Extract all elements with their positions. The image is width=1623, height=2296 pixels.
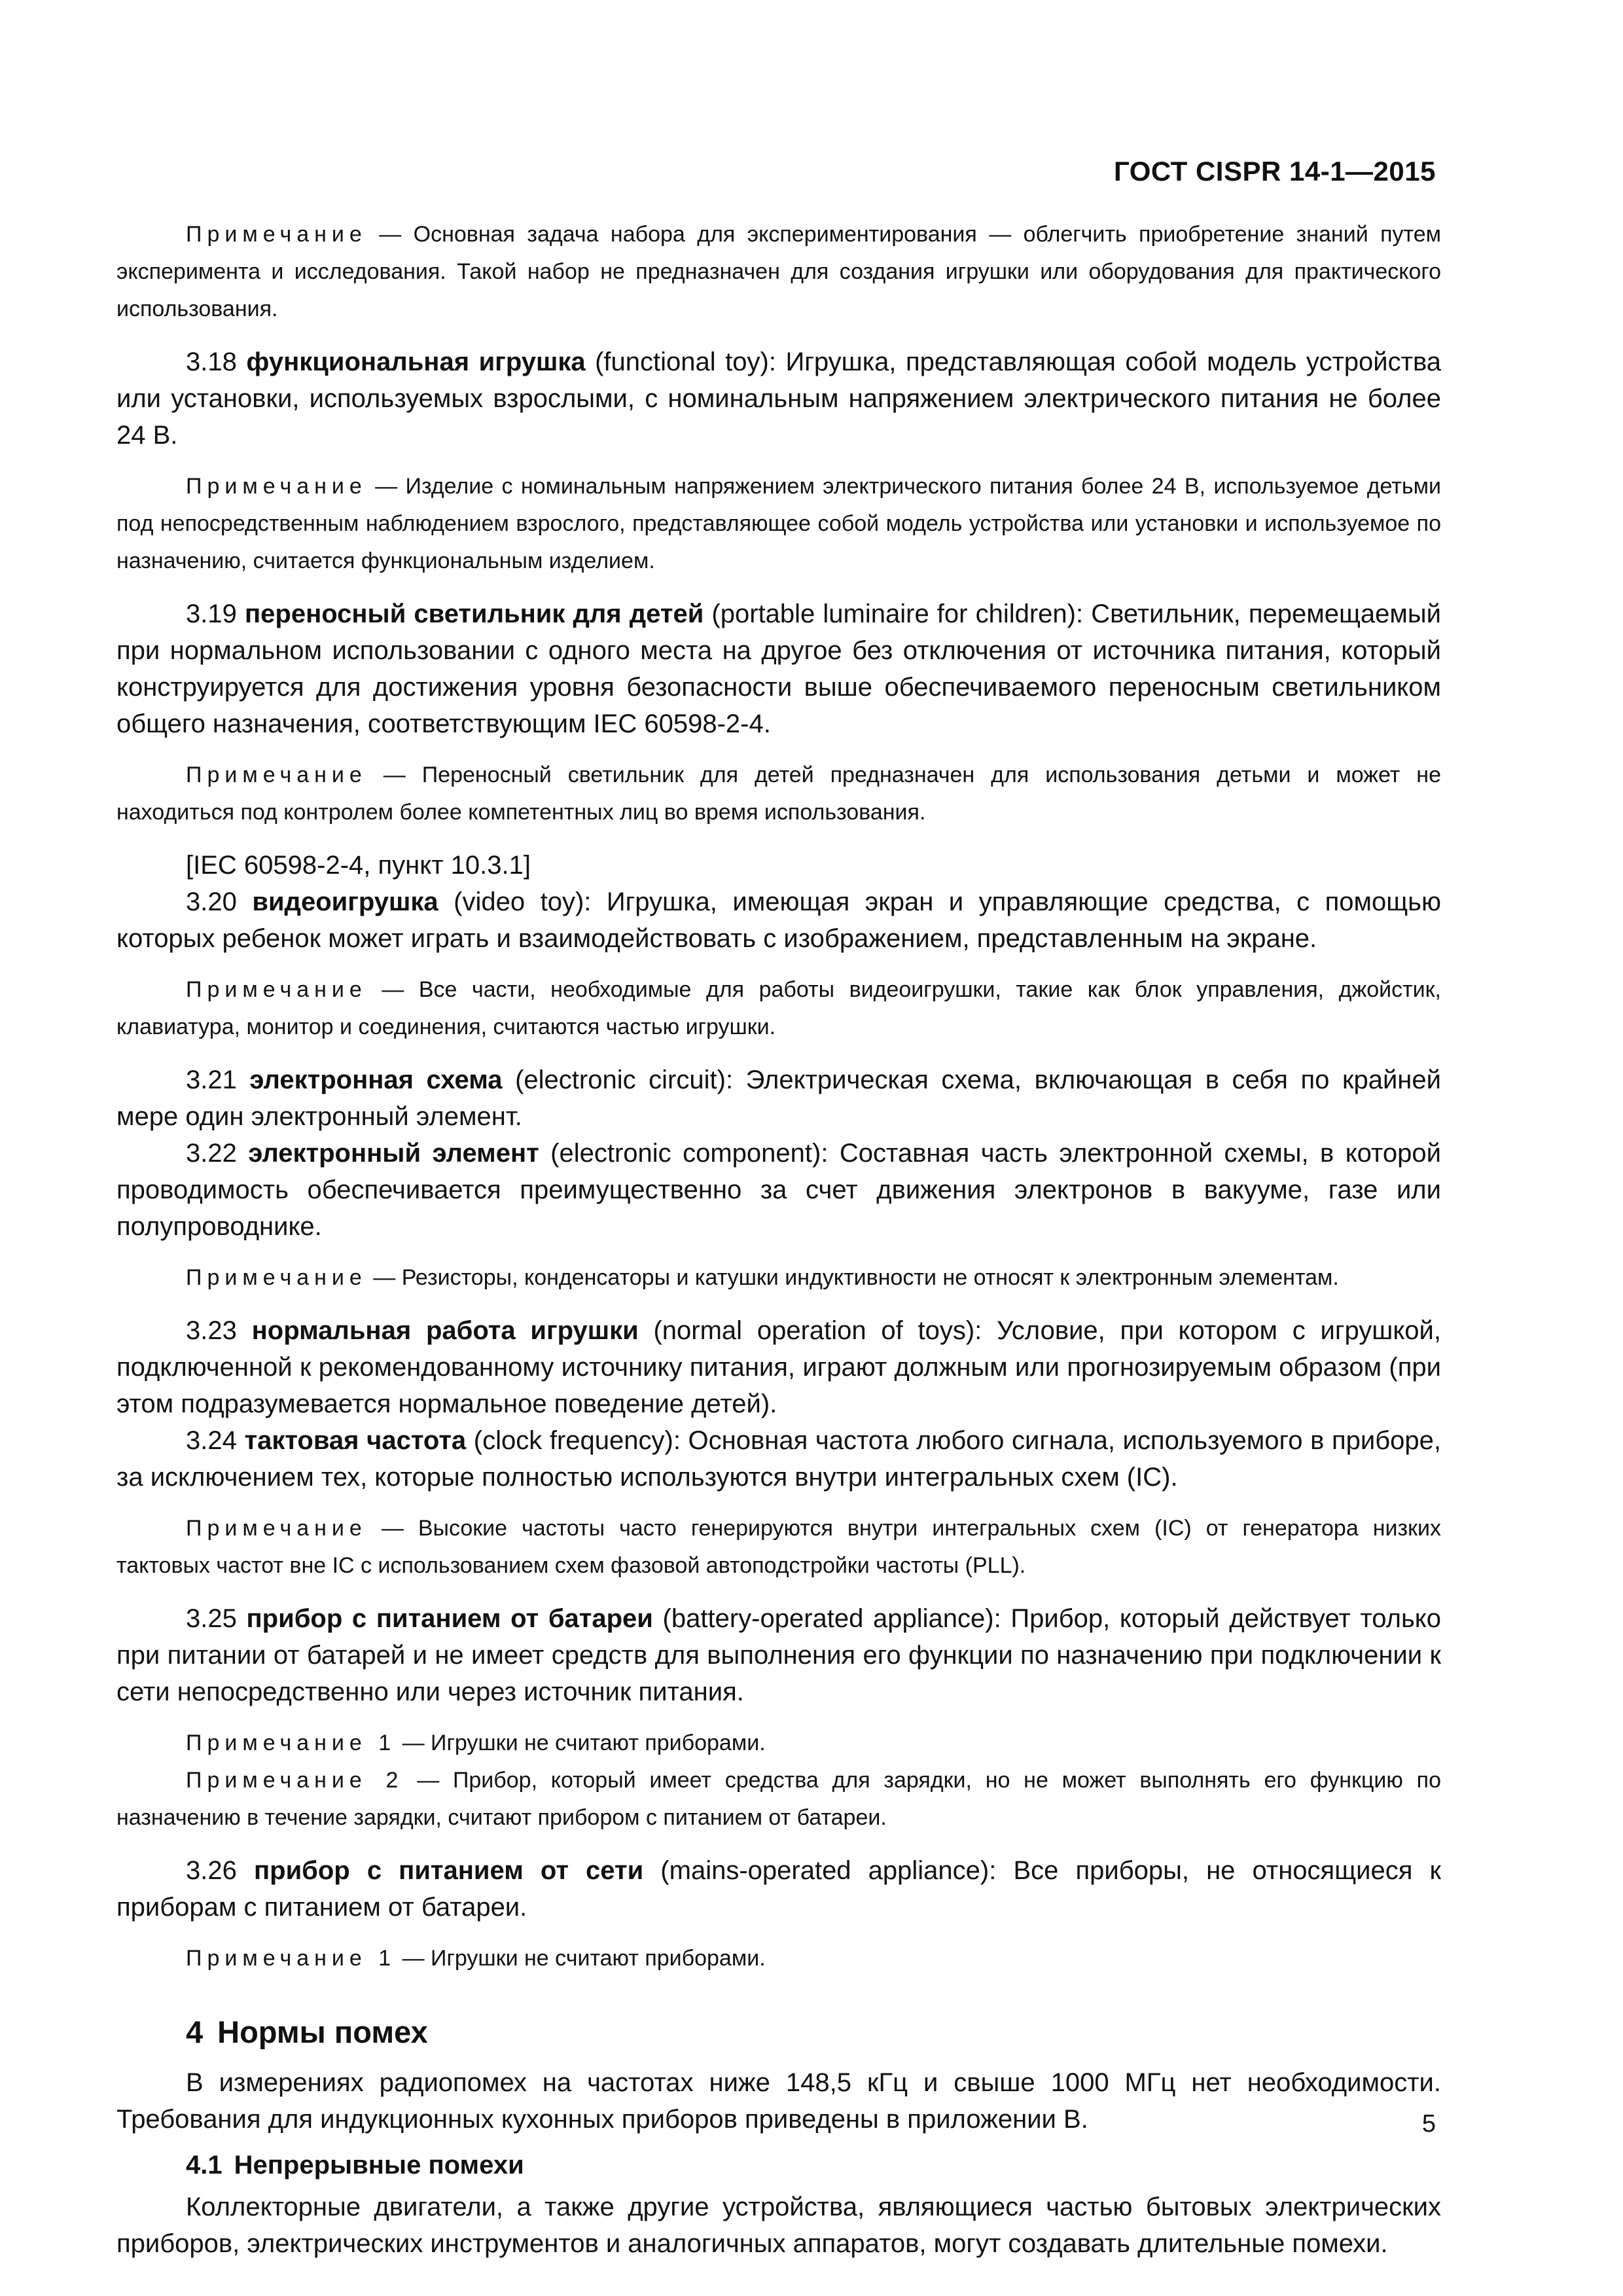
note-label: Примечание 1 — [186, 1946, 397, 1971]
definition-text: (battery-operated appliance): Прибор, который действует только при питании от батарей и не имеет средств для выполнения его функции по назначению при подключении к сети непосредственно или через источник питания. — [116, 1604, 1441, 1706]
clause-number: 3.22 — [186, 1139, 237, 1168]
paragraph-text: В измерениях радиопомех на частотах ниже 148,5 кГц и свыше 1000 МГц нет необходимости. Требования для индукционных кухонных приборов приведены в приложении В. — [116, 2068, 1441, 2134]
note-text: — Прибор, который имеет средства для зарядки, но не может выполнять его функцию по назначению в течение зарядки, считают прибором с питанием от батареи. — [116, 1768, 1441, 1830]
term: видеоигрушка — [252, 888, 438, 916]
clause-number: 3.20 — [186, 888, 237, 916]
note-label: Примечание — [186, 222, 367, 247]
definition-3-21 — [116, 1062, 1441, 1135]
definition-3-26 — [116, 1852, 1441, 1926]
section-title: Нормы помех — [217, 2015, 428, 2049]
definition-text: (mains-operated appliance): Все приборы, не относящиеся к приборам с питанием от батареи. — [116, 1856, 1441, 1922]
term: функциональная игрушка — [246, 348, 586, 376]
note-label: Примечание 1 — [186, 1731, 397, 1755]
term: переносный светильник для детей — [244, 600, 704, 628]
note-label: Примечание — [186, 977, 367, 1002]
definition-3-24 — [116, 1422, 1441, 1496]
clause-number: 3.23 — [186, 1316, 237, 1345]
section-number: 4 — [186, 2015, 204, 2049]
term: электронный элемент — [248, 1139, 539, 1168]
definition-3-22 — [116, 1135, 1441, 1245]
document-header: ГОСТ CISPR 14-1—2015 — [1113, 156, 1436, 187]
clause-number: 3.19 — [186, 600, 237, 628]
clause-number: 3.26 — [186, 1856, 237, 1885]
definition-text: (normal operation of toys): Условие, при котором с игрушкой, подключенной к рекомендованному источнику питания, играют должным или прогнозируемым образом (при этом подразумевается нормальное поведение детей). — [116, 1316, 1441, 1418]
definition-text: (functional toy): Игрушка, представляющая собой модель устройства или установки, используемых взрослыми, с номинальным напряжением электрического питания не более 24 В. — [116, 348, 1441, 450]
term: нормальная работа игрушки — [251, 1316, 639, 1345]
definition-text: (video toy): Игрушка, имеющая экран и управляющие средства, с помощью которых ребенок может играть и взаимодействовать с изображением, представленным на экране. — [116, 888, 1441, 953]
paragraph-text: Коллекторные двигатели, а также другие устройства, являющиеся частью бытовых электрических приборов, электрических инструментов и аналогичных аппаратов, могут создавать длительные помехи. — [116, 2193, 1441, 2258]
paragraph — [116, 2189, 1441, 2262]
note-text: — Игрушки не считают приборами. — [396, 1946, 766, 1971]
note-text: — Основная задача набора для экспериментирования — облегчить приобретение знаний путем эксперимента и исследования. Такой набор не предназначен для создания игрушки или оборудования для практического использования. — [116, 222, 1441, 321]
definition-3-19 — [116, 596, 1441, 742]
note — [116, 1940, 1441, 1977]
definition-3-20 — [116, 884, 1441, 957]
note-text: — Игрушки не считают приборами. — [396, 1731, 766, 1755]
note-label: Примечание — [186, 1265, 367, 1290]
note-text: — Изделие с номинальным напряжением электрического питания более 24 В, используемое детьми под непосредственным наблюдением взрослого, представляющее собой модель устройства или установки и используемое по назначению, считается функциональным изделием. — [116, 474, 1441, 573]
term: прибор с питанием от батареи — [246, 1604, 653, 1633]
clause-number: 3.25 — [186, 1604, 237, 1633]
document-body — [116, 216, 1441, 2271]
definition-3-25 — [116, 1600, 1441, 1710]
note — [116, 1725, 1441, 1762]
note — [116, 468, 1441, 580]
note-label: Примечание 2 — [186, 1768, 404, 1793]
term: прибор с питанием от сети — [253, 1856, 644, 1885]
note-text: — Все части, необходимые для работы видеоигрушки, такие как блок управления, джойстик, клавиатура, монитор и соединения, считаются частью игрушки. — [116, 977, 1441, 1039]
definition-text: (electronic component): Составная часть электронной схемы, в которой проводимость обеспечивается преимущественно за счет движения электронов в вакууме, газе или полупроводнике. — [116, 1139, 1441, 1241]
note — [116, 216, 1441, 328]
note-label: Примечание — [186, 474, 367, 499]
definition-text: (portable luminaire for children): Светильник, перемещаемый при нормальном использовании с одного места на другое без отключения от источника питания, который конструируется для достижения уровня безопасности выше обеспечиваемого переносным светильником общего назначения, соответствующим IEC 60598-2-4. — [116, 600, 1441, 738]
note-label: Примечание — [186, 1516, 367, 1541]
subsection-number: 4.1 — [186, 2151, 223, 2179]
clause-number: 3.24 — [186, 1426, 237, 1455]
page-number: 5 — [1421, 2110, 1436, 2138]
subsection-title: Непрерывные помехи — [234, 2151, 524, 2179]
definition-3-18 — [116, 344, 1441, 454]
note — [116, 1762, 1441, 1837]
note-label: Примечание — [186, 762, 367, 787]
definition-3-23 — [116, 1312, 1441, 1422]
term: тактовая частота — [244, 1426, 467, 1455]
note — [116, 757, 1441, 831]
reference-text: [IEC 60598-2-4, пункт 10.3.1] — [186, 851, 531, 880]
note — [116, 971, 1441, 1046]
clause-number: 3.21 — [186, 1066, 237, 1094]
paragraph — [116, 2064, 1441, 2138]
definition-text: (electronic circuit): Электрическая схема, включающая в себя по крайней мере один электронный элемент. — [116, 1066, 1441, 1131]
clause-number: 3.18 — [186, 348, 237, 376]
definition-text: (clock frequency): Основная частота любого сигнала, используемого в приборе, за исключением тех, которые полностью используются внутри интегральных схем (IC). — [116, 1426, 1441, 1492]
reference — [116, 847, 1441, 884]
subsection-heading — [116, 2147, 1441, 2183]
note — [116, 1259, 1441, 1297]
section-heading — [116, 2014, 1441, 2050]
note-text: — Резисторы, конденсаторы и катушки индуктивности не относят к электронным элементам. — [366, 1265, 1339, 1290]
term: электронная схема — [249, 1066, 503, 1094]
note-text: — Высокие частоты часто генерируются внутри интегральных схем (IC) от генератора низких тактовых частот вне IC с использованием схем фазовой автоподстройки частоты (PLL). — [116, 1516, 1441, 1578]
note-text: — Переносный светильник для детей предназначен для использования детьми и может не находиться под контролем более компетентных лиц во время использования. — [116, 762, 1441, 825]
note — [116, 1510, 1441, 1585]
